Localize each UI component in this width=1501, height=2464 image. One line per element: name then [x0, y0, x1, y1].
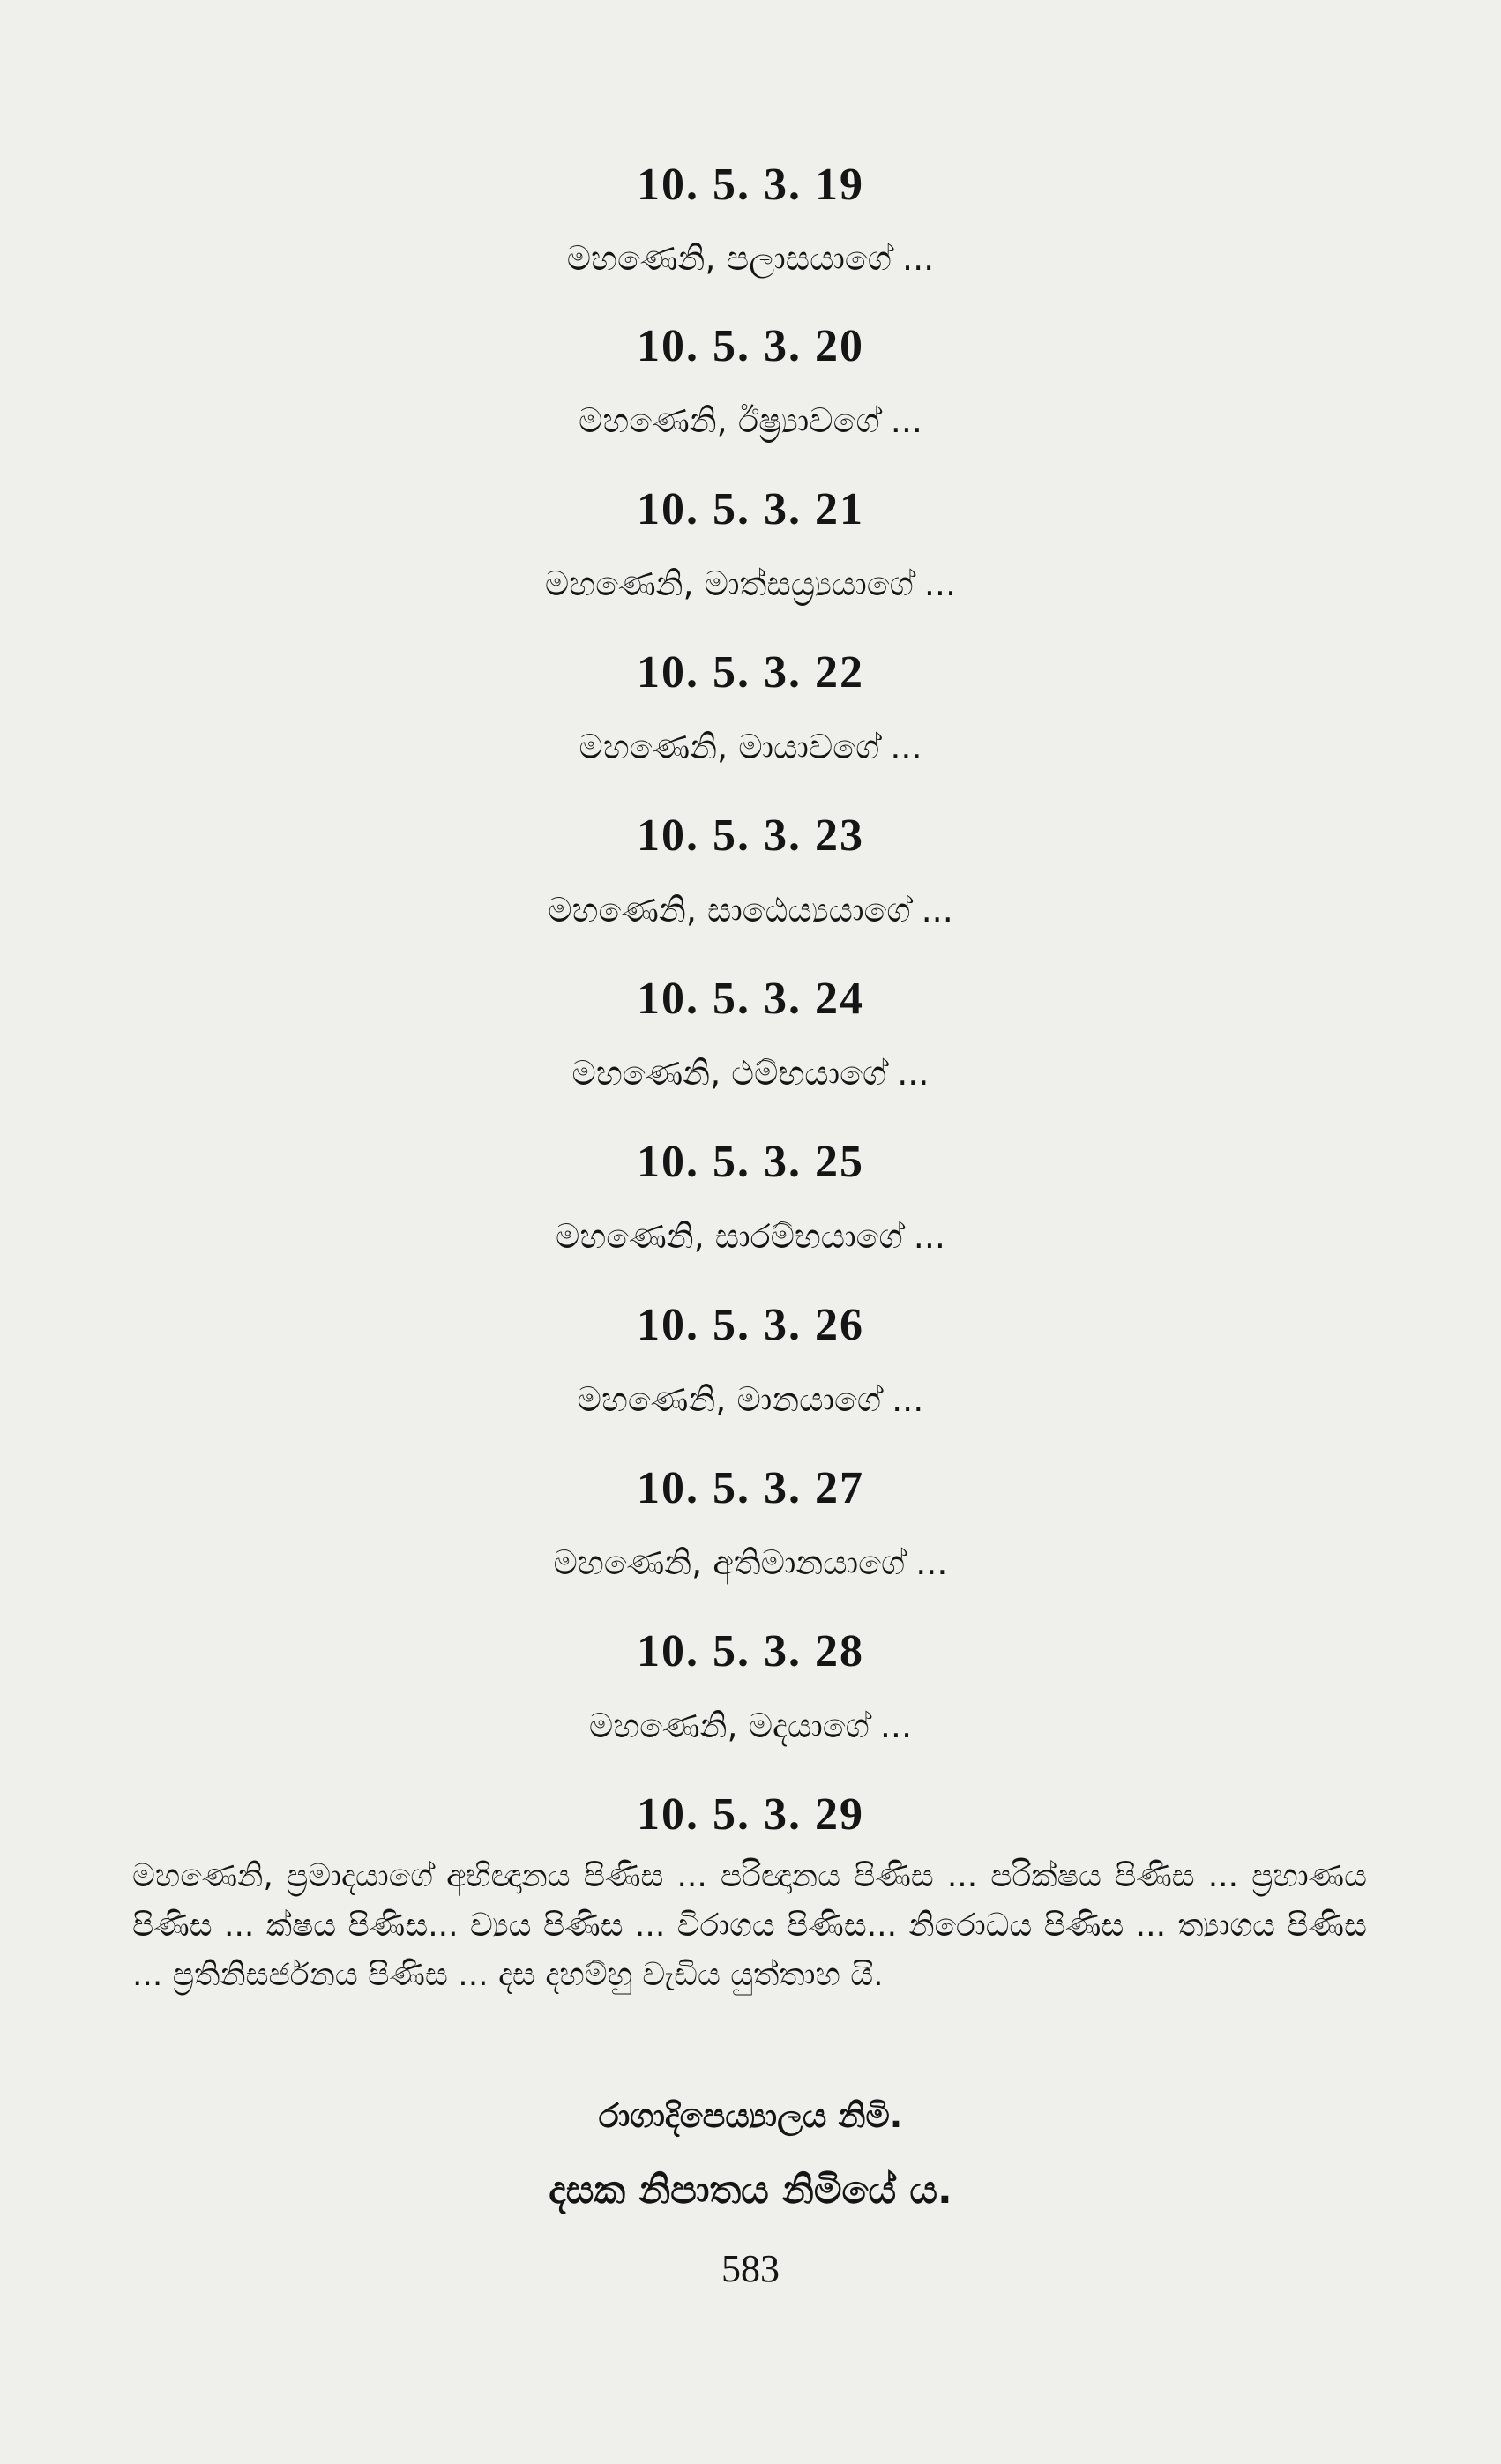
section-number-23: 10. 5. 3. 23 — [637, 810, 864, 861]
section-number-24: 10. 5. 3. 24 — [637, 974, 864, 1024]
section-text-21: මහණෙනි, මාත්සය්‍ර්‍යයාගේ ... — [544, 564, 957, 603]
section-number-21: 10. 5. 3. 21 — [637, 484, 864, 534]
section-number-20: 10. 5. 3. 20 — [637, 321, 864, 371]
page-number: 583 — [721, 2247, 780, 2290]
nipata-closing: දසක නිපාතය නිමියේ ය. — [549, 2168, 952, 2213]
section-text-23: මහණෙනි, සාඨෙය්‍යයාගේ ... — [548, 891, 953, 930]
section-number-29: 10. 5. 3. 29 — [637, 1789, 864, 1840]
section-number-19: 10. 5. 3. 19 — [637, 160, 864, 210]
section-number-22: 10. 5. 3. 22 — [637, 647, 864, 698]
section-text-19: මහණෙනි, පලාසයාගේ ... — [566, 239, 935, 278]
section-number-26: 10. 5. 3. 26 — [637, 1300, 864, 1350]
section-text-25: මහණෙනි, සාරම්භයාගේ ... — [556, 1217, 945, 1256]
section-number-27: 10. 5. 3. 27 — [637, 1463, 864, 1513]
peyyala-closing: රාගාදිපෙය්‍යාලය නිමි. — [598, 2096, 903, 2135]
section-text-22: මහණෙනි, මායාවගේ ... — [579, 728, 922, 766]
section-29-paragraph: මහණෙනි, ප්‍රමාදයාගේ අභිඥානය පිණිස ... පරිඥානය පිණිස ... පරික්ෂය පිණිස ... ප්‍රහාණය පිණිස ... ක්ෂය පිණිස... ව්‍යය පිණිස ... විරාගය පිණිස... නිරොධය පිණිස ... ත්‍යාගය පිණිස ... ප්‍රතිනිසර්ජනය පිණිස ... දස දහම්හු වැඩිය යුත්තාහ යි. — [132, 1858, 1367, 1993]
section-text-26: මහණෙනි, මානයාගේ ... — [577, 1380, 924, 1419]
section-text-24: මහණෙනි, ථම්භයාගේ ... — [571, 1054, 930, 1093]
section-text-28: මහණෙනි, මදයාගේ ... — [588, 1706, 913, 1745]
section-text-20: මහණෙනි, ඊෂ්‍ර්‍යාවගේ ... — [579, 401, 922, 440]
section-text-27: මහණෙනි, අතිමානයාගේ ... — [553, 1543, 948, 1582]
section-number-25: 10. 5. 3. 25 — [637, 1137, 864, 1187]
section-number-28: 10. 5. 3. 28 — [637, 1626, 864, 1676]
